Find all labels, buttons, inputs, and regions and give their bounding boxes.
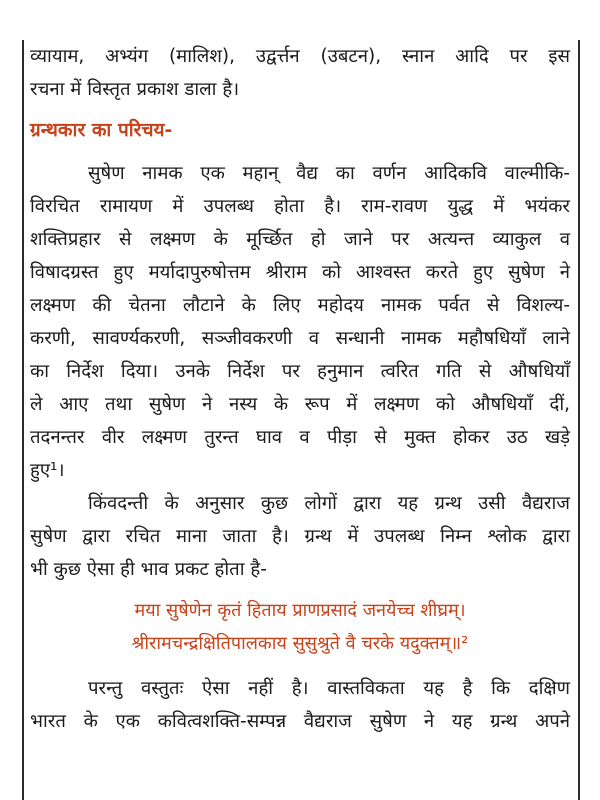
- paragraph-line: भी कुछ ऐसा ही भाव प्रकट होता है-: [30, 559, 267, 580]
- paragraph-line: किंवदन्ती के अनुसार कुछ लोगों द्वारा यह ग्रन्थ उसी वैद्यराज: [88, 493, 570, 514]
- intro-paragraph: [30, 40, 570, 106]
- intro-line: रचना में विस्तृत प्रकाश डाला है।: [30, 79, 240, 100]
- paragraph-line: सुषेण द्वारा रचित माना जाता है। ग्रन्थ में उपलब्ध निम्न श्लोक द्वारा: [30, 526, 570, 547]
- paragraph-line: विरचित रामायण में उपलब्ध होता है। राम-रावण युद्ध में भयंकर: [30, 196, 570, 217]
- paragraph-line: हुए¹।: [30, 460, 65, 481]
- sanskrit-verse: [30, 594, 570, 660]
- paragraph-line: सुषेण नामक एक महान् वैद्य का वर्णन आदिकवि वाल्मीकि-: [88, 163, 570, 184]
- paragraph-line: भारत के एक कवित्वशक्ति-सम्पन्न वैद्यराज सुषेण ने यह ग्रन्थ अपने: [30, 711, 570, 732]
- paragraph-line: परन्तु वस्तुतः ऐसा नहीं है। वास्तविकता यह है कि दक्षिण: [88, 678, 570, 699]
- paragraph-line: करणी, सावर्ण्यकरणी, सञ्जीवकरणी व सन्धानी नामक महौषधियाँ लाने: [30, 328, 570, 349]
- paragraph-line: शक्तिप्रहार से लक्ष्मण के मूर्च्छित हो जाने पर अत्यन्त व्याकुल व: [30, 229, 570, 250]
- intro-line: व्यायाम, अभ्यंग (मालिश), उद्वर्त्तन (उबटन), स्नान आदि पर इस: [30, 46, 570, 67]
- section-heading: ग्रन्थकार का परिचय-: [30, 119, 173, 141]
- page-body: [30, 40, 570, 738]
- left-border-rule: [22, 40, 24, 800]
- paragraph-1: [30, 157, 570, 487]
- paragraph-2: [30, 487, 570, 586]
- paragraph-3: [30, 672, 570, 738]
- paragraph-line: का निर्देश दिया। उनके निर्देश पर हनुमान त्वरित गति से औषधियाँ: [30, 361, 570, 382]
- verse-line: मया सुषेणेन कृतं हिताय प्राणप्रसादं जनयेच्च शीघ्रम्।: [134, 600, 466, 621]
- paragraph-line: तदनन्तर वीर लक्ष्मण तुरन्त घाव व पीड़ा से मुक्त होकर उठ खड़े: [30, 427, 570, 448]
- paragraph-line: ले आए तथा सुषेण ने नस्य के रूप में लक्ष्मण को औषधियाँ दीं,: [30, 394, 570, 415]
- paragraph-line: लक्ष्मण की चेतना लौटाने के लिए महोदय नामक पर्वत से विशल्य-: [30, 295, 570, 316]
- right-border-rule: [578, 40, 580, 800]
- verse-line: श्रीरामचन्द्रक्षितिपालकाय सुसुश्रुते वै चरके यदुक्तम्॥²: [131, 633, 469, 654]
- paragraph-line: विषादग्रस्त हुए मर्यादापुरुषोत्तम श्रीराम को आश्वस्त करते हुए सुषेण ने: [30, 262, 570, 283]
